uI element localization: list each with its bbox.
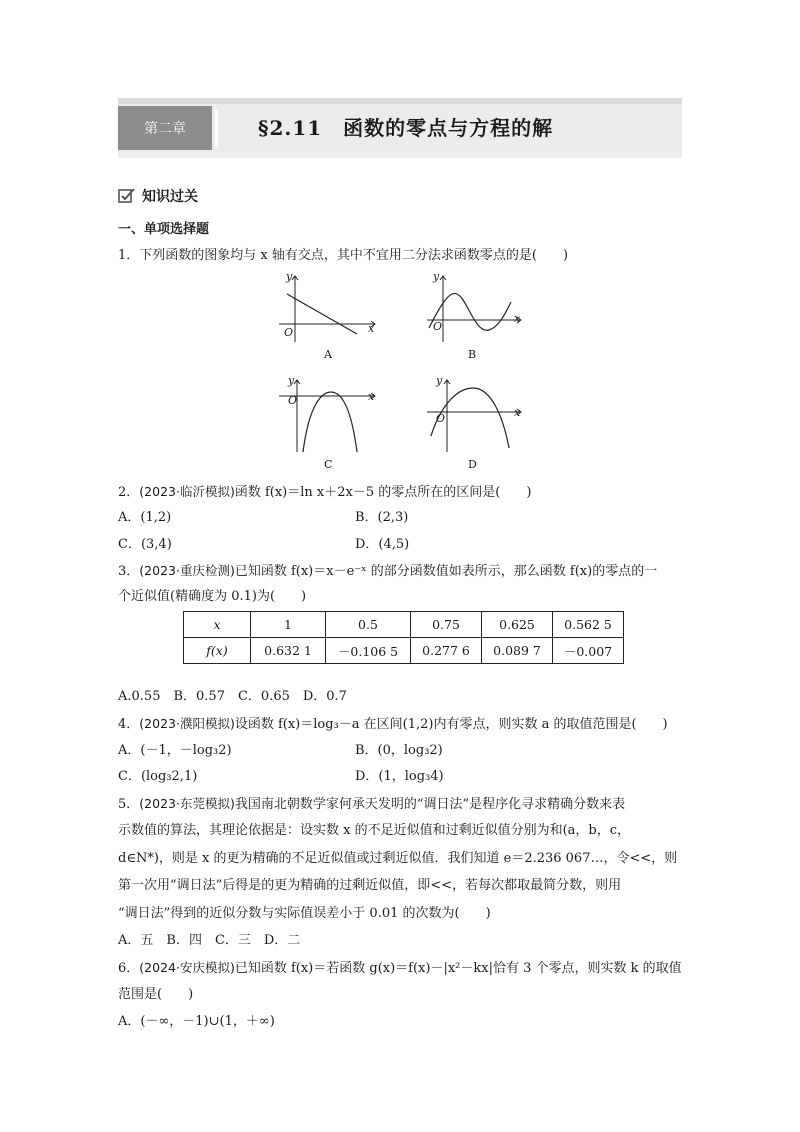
q3-stem-1: 已知函数 f(x)＝x－e⁻ˣ 的部分函数值如表所示，那么函数 f(x)的零点的一 (234, 564, 658, 579)
q3-value-table (183, 611, 624, 664)
table-cell: 0.75 (411, 612, 482, 638)
banner-top-line (118, 98, 682, 104)
graph-b-origin: O (433, 320, 443, 333)
q6-line2: 范围是( ) (118, 987, 194, 1002)
table-cell: 0.5 (326, 612, 411, 638)
q3-stem-line2: 个近似值(精确度为 0.1)为( ) (118, 589, 307, 604)
q5-text-1: 我国南北朝数学家何承天发明的“调日法”是程序化寻求精确分数来表 (234, 797, 626, 812)
table-cell: 0.625 (482, 612, 553, 638)
tab-divider (215, 110, 218, 148)
graph-c-origin: O (288, 394, 298, 407)
q6-option-a: A．(－∞，－1)∪(1，＋∞) (118, 1014, 275, 1029)
graph-c-x-label: x (368, 390, 375, 403)
table-cell: f(x) (184, 638, 251, 664)
section-heading: 知识过关 (142, 189, 198, 205)
graph-c-y-label: y (288, 374, 295, 387)
q3-number: 3． (118, 564, 140, 579)
graph-d-y-label: y (436, 374, 443, 387)
q4-option-a: A．(－1，－log₃2) (118, 743, 232, 758)
q5-line1 (118, 794, 625, 815)
q5-options: A．五 B．四 C．三 D．二 (118, 933, 301, 948)
section-title: §2.11 函数的零点与方程的解 (258, 116, 554, 140)
table-cell: －0.007 (553, 638, 624, 664)
table-row (184, 638, 624, 664)
graph-a-x-label: x (368, 322, 375, 335)
graph-b-x-label: x (514, 312, 521, 325)
q3-source: (2023·重庆检测) (139, 563, 235, 578)
q2-stem-line (118, 482, 531, 503)
table-cell: 0.277 6 (411, 638, 482, 664)
table-cell: －0.106 5 (326, 638, 411, 664)
q2-stem: 函数 f(x)＝ln x＋2x－5 的零点所在的区间是( ) (234, 485, 532, 500)
graph-d-origin: O (436, 412, 446, 425)
graph-a-label: A (324, 348, 332, 361)
graph-b (425, 272, 525, 344)
q5-source: (2023·东莞模拟) (139, 796, 235, 811)
q6-number: 6． (118, 961, 140, 976)
graph-c (275, 376, 380, 454)
q2-option-c: C．(3,4) (118, 537, 172, 552)
checklist-icon (118, 187, 136, 203)
graph-c-label: C (324, 458, 333, 471)
q4-stem-line (118, 714, 668, 735)
table-cell: 1 (251, 612, 326, 638)
chapter-tab: 第二章 (118, 106, 212, 150)
q4-option-c: C．(log₃2,1) (118, 769, 198, 784)
graph-a-origin: O (284, 326, 294, 339)
part-title: 一、单项选择题 (118, 222, 210, 237)
q2-number: 2． (118, 485, 140, 500)
q5-line5: “调日法”得到的近似分数与实际值误差小于 0.01 的次数为( ) (118, 906, 491, 921)
q2-option-a: A．(1,2) (118, 510, 172, 525)
q3-options: A.0.55 B．0.57 C．0.65 D．0.7 (118, 689, 347, 704)
q6-line1 (118, 958, 682, 979)
graph-b-label: B (468, 348, 477, 361)
table-cell: 0.562 5 (553, 612, 624, 638)
q4-option-d: D．(1，log₃4) (355, 769, 444, 784)
q4-stem: 设函数 f(x)＝log₃－a 在区间(1,2)内有零点，则实数 a 的取值范围是( ) (234, 717, 668, 732)
q2-source: (2023·临沂模拟) (139, 484, 235, 499)
q4-option-b: B．(0，log₃2) (355, 743, 443, 758)
q5-line4: 第一次用“调日法”后得是的更为精确的过剩近似值，即<<，若每次都取最简分数，则用 (118, 878, 622, 893)
q4-source: (2023·濮阳模拟) (139, 716, 235, 731)
q3-stem-line1 (118, 561, 657, 582)
q5-line2: 示数值的算法，其理论依据是：设实数 x 的不足近似值和过剩近似值分别为和(a，b，c， (118, 823, 631, 838)
q2-option-b: B．(2,3) (355, 510, 409, 525)
graph-d-label: D (468, 458, 477, 471)
q1-stem: 1．下列函数的图象均与 x 轴有交点，其中不宜用二分法求函数零点的是( ) (118, 248, 569, 263)
table-cell: x (184, 612, 251, 638)
q4-number: 4． (118, 717, 140, 732)
chapter-banner (118, 98, 682, 158)
graph-d-x-label: x (514, 406, 521, 419)
table-row (184, 612, 624, 638)
q5-number: 5． (118, 797, 140, 812)
graph-a-y-label: y (286, 270, 293, 283)
q6-text-1: 已知函数 f(x)＝若函数 g(x)＝f(x)－|x²－kx|恰有 3 个零点，则实数 k 的取值 (234, 961, 682, 976)
graph-b-y-label: y (433, 270, 440, 283)
table-cell: 0.089 7 (482, 638, 553, 664)
table-cell: 0.632 1 (251, 638, 326, 664)
q6-source: (2024·安庆模拟) (139, 960, 235, 975)
q2-option-d: D．(4,5) (355, 537, 410, 552)
q5-line3: d∈N*)，则是 x 的更为精确的不足近似值或过剩近似值．我们知道 e＝2.236 067…，令<<，则 (118, 851, 678, 866)
